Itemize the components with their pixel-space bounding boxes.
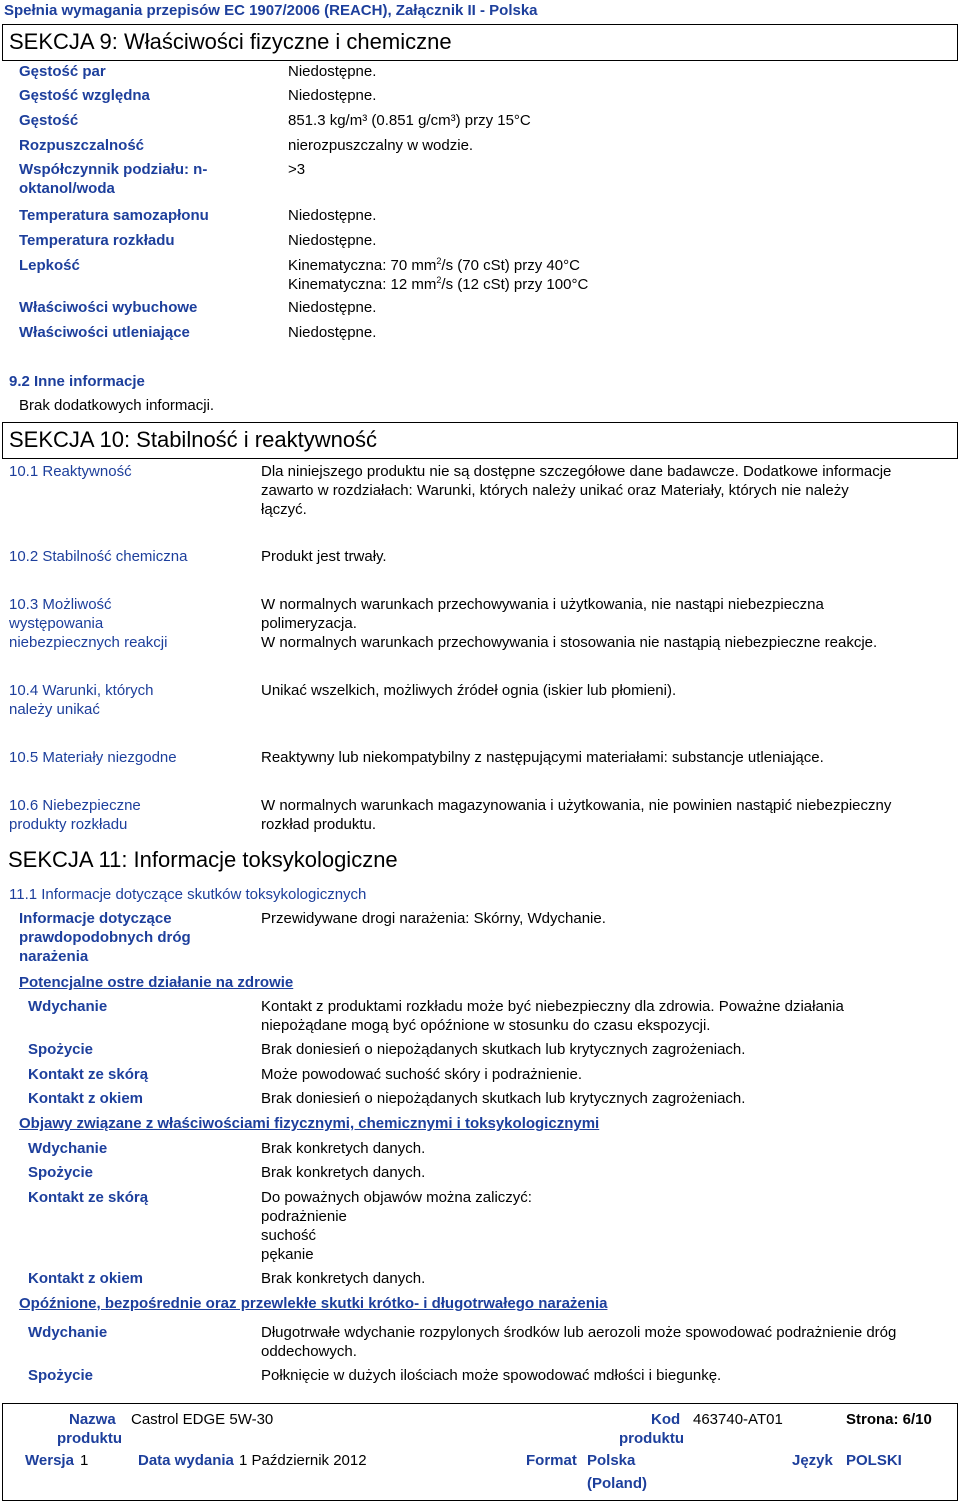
route-text: Brak doniesień o niepożądanych skutkach lub krytycznych zagrożeniach. xyxy=(261,1041,746,1058)
item-label: należy unikać xyxy=(9,701,100,718)
item-label: 10.5 Materiały niezgodne xyxy=(9,749,177,766)
routes-value: Przewidywane drogi narażenia: Skórny, Wdychanie. xyxy=(261,910,606,927)
product-code-label: produktu xyxy=(619,1430,684,1447)
prop-value: Niedostępne. xyxy=(288,232,377,249)
route-text: podrażnienie xyxy=(261,1208,347,1225)
tox-subheading: 11.1 Informacje dotyczące skutków toksykologicznych xyxy=(9,886,367,903)
item-text: Produkt jest trwały. xyxy=(261,548,387,565)
route-text: Brak doniesień o niepożądanych skutkach lub krytycznych zagrożeniach. xyxy=(261,1090,746,1107)
delayed-heading: Opóźnione, bezpośrednie oraz przewlekłe skutki krótko- i długotrwałego narażenia xyxy=(19,1295,608,1312)
other-info-text: Brak dodatkowych informacji. xyxy=(19,397,215,414)
product-name: Castrol EDGE 5W-30 xyxy=(131,1411,274,1428)
route-label: Kontakt ze skórą xyxy=(28,1189,149,1206)
other-info-heading: 9.2 Inne informacje xyxy=(9,373,145,390)
route-label: Spożycie xyxy=(28,1164,94,1181)
prop-value: Niedostępne. xyxy=(288,299,377,316)
format-label: Format xyxy=(526,1452,577,1469)
document-footer xyxy=(2,1403,958,1501)
route-label: Kontakt z okiem xyxy=(28,1090,144,1107)
item-label: 10.4 Warunki, których xyxy=(9,682,154,699)
item-text: W normalnych warunkach magazynowania i użytkowania, nie powinien nastąpić niebezpieczny xyxy=(261,797,892,814)
format-value: Polska xyxy=(587,1452,636,1469)
prop-value: Kinematyczna: 70 $mm^2/s$ (70 cSt) przy 40°C xyxy=(288,256,580,274)
prop-label: Gęstość xyxy=(19,112,79,129)
item-label: 10.6 Niebezpieczne xyxy=(9,797,141,814)
version-label: Wersja xyxy=(25,1452,74,1469)
prop-value: Niedostępne. xyxy=(288,324,377,341)
route-text: Może powodować suchość skóry i podrażnienie. xyxy=(261,1066,582,1083)
route-text: oddechowych. xyxy=(261,1343,357,1360)
product-code: 463740-AT01 xyxy=(693,1411,783,1428)
prop-value: Kinematyczna: 12 $mm^2/s$ (12 cSt) przy 100°C xyxy=(288,275,589,293)
routes-label: narażenia xyxy=(19,948,89,965)
section-10-title: SEKCJA 10: Stabilność i reaktywność xyxy=(9,427,378,452)
section-9-title: SEKCJA 9: Właściwości fizyczne i chemiczne xyxy=(9,29,452,54)
route-text: niepożądane mogą być opóźnione w stosunku do czasu ekspozycji. xyxy=(261,1017,711,1034)
prop-label: Lepkość xyxy=(19,257,80,274)
route-label: Wdychanie xyxy=(28,1140,108,1157)
route-text: suchość xyxy=(261,1227,317,1244)
language: POLSKI xyxy=(846,1452,902,1469)
item-label: 10.1 Reaktywność xyxy=(9,463,132,480)
route-text: Do poważnych objawów można zaliczyć: xyxy=(261,1189,532,1206)
prop-label: Właściwości wybuchowe xyxy=(19,299,198,316)
prop-label: Rozpuszczalność xyxy=(19,137,145,154)
prop-label: Gęstość par xyxy=(19,63,106,80)
prop-value: Niedostępne. xyxy=(288,207,377,224)
prop-label: Właściwości utleniające xyxy=(19,324,190,341)
issue-date: 1 Październik 2012 xyxy=(239,1452,367,1469)
prop-value: nierozpuszczalny w wodzie. xyxy=(288,137,474,154)
item-text: W normalnych warunkach przechowywania i stosowania nie nastąpią niebezpieczne reakcje. xyxy=(261,634,878,651)
item-label: 10.2 Stabilność chemiczna xyxy=(9,548,188,565)
acute-heading: Potencjalne ostre działanie na zdrowie xyxy=(19,974,294,991)
route-text: Kontakt z produktami rozkładu może być niebezpieczny dla zdrowia. Poważne działania xyxy=(261,998,844,1015)
symptoms-heading: Objawy związane z właściwościami fizycznymi, chemicznymi i toksykologicznymi xyxy=(19,1115,600,1132)
item-text: łączyć. xyxy=(261,501,307,518)
product-name-label: produktu xyxy=(57,1430,122,1447)
route-text: Brak konkretych danych. xyxy=(261,1164,426,1181)
item-label: występowania xyxy=(9,615,104,632)
item-text: W normalnych warunkach przechowywania i użytkowania, nie nastąpi niebezpieczna xyxy=(261,596,824,613)
format-value: (Poland) xyxy=(587,1475,647,1492)
route-label: Kontakt ze skórą xyxy=(28,1066,149,1083)
page-number: Strona: 6/10 xyxy=(846,1411,932,1428)
prop-label: Temperatura samozapłonu xyxy=(19,207,209,224)
route-label: Kontakt z okiem xyxy=(28,1270,144,1287)
prop-value: 851.3 kg/m³ (0.851 g/cm³) przy 15°C xyxy=(288,112,531,129)
item-label: 10.3 Możliwość xyxy=(9,596,112,613)
prop-label: oktanol/woda xyxy=(19,180,115,197)
route-text: Brak konkretych danych. xyxy=(261,1270,426,1287)
language-label: Język xyxy=(792,1452,833,1469)
prop-label: Temperatura rozkładu xyxy=(19,232,175,249)
item-text: Dla niniejszego produktu nie są dostępne szczegółowe dane badawcze. Dodatkowe informacje xyxy=(261,463,892,480)
product-name-label: Nazwa xyxy=(69,1411,116,1428)
item-text: Unikać wszelkich, możliwych źródeł ognia (iskier lub płomieni). xyxy=(261,682,677,699)
route-label: Wdychanie xyxy=(28,998,108,1015)
item-text: rozkład produktu. xyxy=(261,816,377,833)
route-text: Połknięcie w dużych ilościach może spowodować mdłości i biegunkę. xyxy=(261,1367,722,1384)
item-text: polimeryzacja. xyxy=(261,615,357,632)
item-text: Reaktywny lub niekompatybilny z następującymi materiałami: substancje utleniające. xyxy=(261,749,824,766)
route-text: Długotrwałe wdychanie rozpylonych środków lub aerozoli może spowodować podrażnienie dróg xyxy=(261,1324,897,1341)
product-code-label: Kod xyxy=(651,1411,681,1428)
issue-date-label: Data wydania xyxy=(138,1452,234,1469)
prop-value: Niedostępne. xyxy=(288,87,377,104)
item-label: niebezpiecznych reakcji xyxy=(9,634,168,651)
section-9-header xyxy=(2,24,958,61)
prop-label: Współczynnik podziału: n- xyxy=(19,161,208,178)
routes-label: Informacje dotyczące xyxy=(19,910,172,927)
section-10-header xyxy=(2,422,958,459)
route-text: Brak konkretych danych. xyxy=(261,1140,426,1157)
regulation-banner: Spełnia wymagania przepisów EC 1907/2006 (REACH), Załącznik II - Polska xyxy=(4,2,538,19)
version: 1 xyxy=(80,1452,89,1469)
routes-label: prawdopodobnych dróg xyxy=(19,929,191,946)
item-label: produkty rozkładu xyxy=(9,816,128,833)
route-label: Spożycie xyxy=(28,1041,94,1058)
item-text: zawarto w rozdziałach: Warunki, których należy unikać oraz Materiały, których nie należy xyxy=(261,482,849,499)
route-label: Wdychanie xyxy=(28,1324,108,1341)
route-text: pękanie xyxy=(261,1246,314,1263)
route-label: Spożycie xyxy=(28,1367,94,1384)
prop-value: >3 xyxy=(288,161,306,178)
section-11-title: SEKCJA 11: Informacje toksykologiczne xyxy=(8,847,398,872)
prop-label: Gęstość względna xyxy=(19,87,150,104)
prop-value: Niedostępne. xyxy=(288,63,377,80)
